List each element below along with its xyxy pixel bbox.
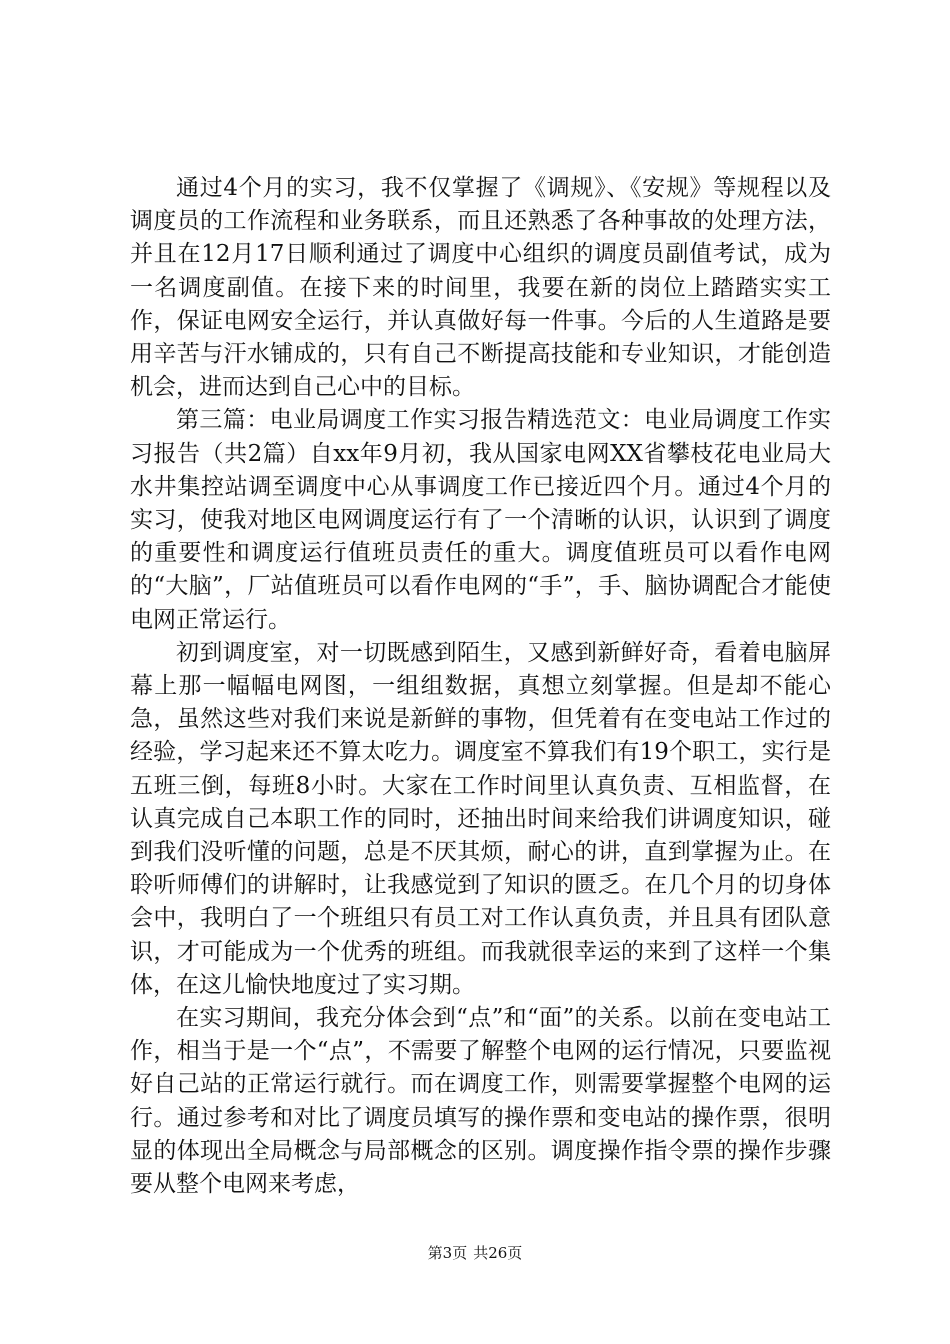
paragraph-4: 在实习期间，我充分体会到“点”和“面”的关系。以前在变电站工作，相当于是一个“点”，不需要了解整个电网的运行情况，只要监视好自己站的正常运行就行。而在调度工作，则需要掌握整个电网的运行。通过参考和对比了调度员填写的操作票和变电站的操作票，很明显的体现出全局概念与局部概念的区别。调度操作指令票的操作步骤要从整个电网来考虑， xyxy=(130,1005,831,1198)
paragraph-3: 初到调度室，对一切既感到陌生，又感到新鲜好奇，看着电脑屏幕上那一幅幅电网图，一组组数据，真想立刻掌握。但是却不能心急，虽然这些对我们来说是新鲜的事物，但凭着有在变电站工作过的经验，学习起来还不算太吃力。调度室不算我们有19个职工，实行是五班三倒，每班8小时。大家在工作时间里认真负责、互相监督，在认真完成自己本职工作的同时，还抽出时间来给我们讲调度知识，碰到我们没听懂的问题，总是不厌其烦，耐心的讲，直到掌握为止。在聆听师傅们的讲解时，让我感觉到了知识的匮乏。在几个月的切身体会中，我明白了一个班组只有员工对工作认真负责，并且具有团队意识，才可能成为一个优秀的班组。而我就很幸运的来到了这样一个集体，在这儿愉快地度过了实习期。 xyxy=(130,639,831,998)
paragraph-1: 通过4个月的实习，我不仅掌握了《调规》、《安规》等规程以及调度员的工作流程和业务联系，而且还熟悉了各种事故的处理方法，并且在12月17日顺利通过了调度中心组织的调度员副值考试，成为一名调度副值。在接下来的时间里，我要在新的岗位上踏踏实实工作，保证电网安全运行，并认真做好每一件事。今后的人生道路是要用辛苦与汗水铺成的，只有自己不断提高技能和专业知识，才能创造机会，进而达到自己心中的目标。 xyxy=(130,175,831,401)
page-number: 第3页 xyxy=(427,1244,468,1262)
document-body xyxy=(130,172,831,1201)
page-total: 共26页 xyxy=(473,1244,523,1262)
paragraph-2: 第三篇：电业局调度工作实习报告精选范文：电业局调度工作实习报告（共2篇）自xx年9月初，我从国家电网XX省攀枝花电业局大水井集控站调至调度中心从事调度工作已接近四个月。通过4个月的实习，使我对地区电网调度运行有了一个清晰的认识，认识到了调度的重要性和调度运行值班员责任的重大。调度值班员可以看作电网的“大脑”，厂站值班员可以看作电网的“手”，手、脑协调配合才能使电网正常运行。 xyxy=(130,407,831,633)
page-footer xyxy=(0,1243,950,1263)
